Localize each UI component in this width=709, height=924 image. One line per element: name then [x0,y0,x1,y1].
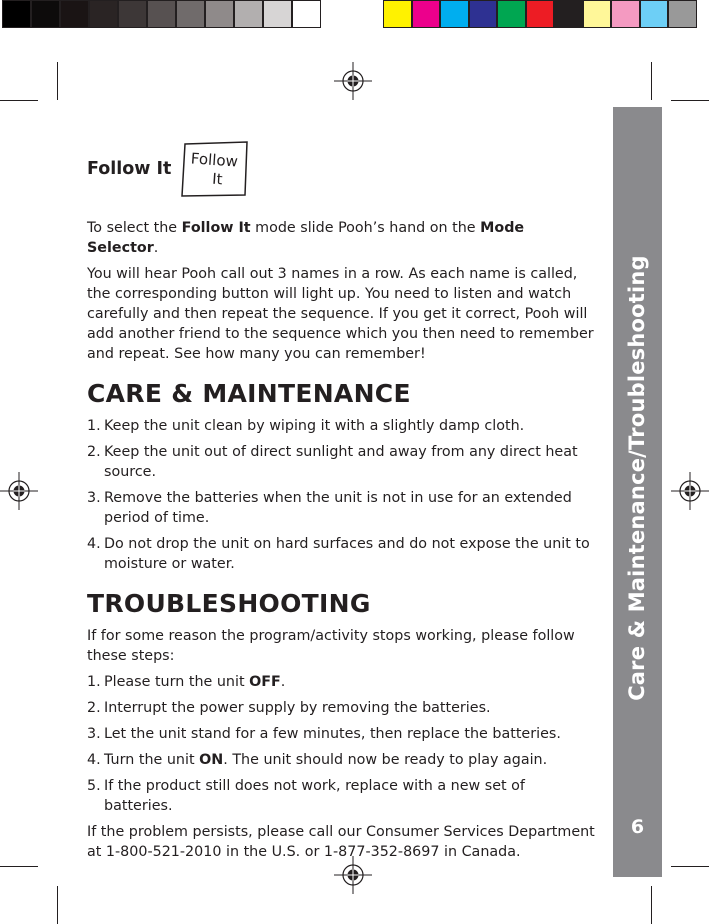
follow-it-header [87,140,597,198]
registration-mark-icon [0,472,38,510]
item-text: Keep the unit clean by wiping it with a slightly damp cloth. [104,418,525,434]
color-swatch [234,0,263,28]
color-swatch [668,0,697,28]
color-swatch [412,0,441,28]
page-number: 6 [630,816,645,838]
item-text: Let the unit stand for a few minutes, then replace the batteries. [104,726,561,742]
text-run: . The unit should now be ready to play again. [223,752,548,768]
page-content [87,140,597,868]
item-number: 3. [87,490,101,506]
troubleshooting-contact: If the problem persists, please call our Consumer Services Department at 1-800-521-2010 in the U.S. or 1-877-352-8697 in Canada. [87,824,595,860]
color-swatch [60,0,89,28]
color-swatch [497,0,526,28]
mode-name: Follow It [181,220,251,236]
crop-mark [57,886,58,924]
text-run: . [153,240,159,256]
text-run: mode slide Pooh’s hand on the [250,220,481,236]
troubleshooting-intro: If for some reason the program/activity stops working, please follow these steps: [87,628,575,664]
color-swatch [2,0,31,28]
list-item [87,724,597,744]
item-number: 3. [87,726,101,742]
crop-mark [57,62,58,100]
item-number: 5. [87,778,101,794]
item-text: Do not drop the unit on hard surfaces and do not expose the unit to moisture or water. [104,536,590,572]
gray-swatch-bar [2,0,321,30]
item-number: 4. [87,752,101,768]
item-text: Keep the unit out of direct sunlight and away from any direct heat source. [104,444,578,480]
list-item [87,750,597,770]
item-number: 1. [87,674,101,690]
off-label: OFF [249,674,281,690]
text-run: To select the [87,220,182,236]
color-swatch [89,0,118,28]
follow-it-badge-icon [179,140,250,198]
mode-selector-name: Mode Selector [87,220,525,256]
color-swatch [205,0,234,28]
item-number: 2. [87,444,101,460]
follow-it-heading: Follow It [87,159,172,179]
color-swatch [263,0,292,28]
registration-mark-icon [334,62,372,100]
color-swatch [640,0,669,28]
crop-mark [671,100,709,101]
registration-mark-icon [671,472,709,510]
color-swatch [583,0,612,28]
on-label: ON [199,752,224,768]
color-swatch [469,0,498,28]
item-number: 4. [87,536,101,552]
color-swatch [440,0,469,28]
item-text: Interrupt the power supply by removing the batteries. [104,700,491,716]
troubleshooting-heading: TROUBLESHOOTING [87,589,371,618]
item-text: If the product still does not work, replace with a new set of batteries. [104,778,525,814]
text-run: Turn the unit [104,752,200,768]
list-item [87,442,597,482]
badge-line-1: Follow [190,149,239,171]
list-item [87,698,597,718]
item-text [104,750,547,770]
list-item [87,488,597,528]
color-swatch [147,0,176,28]
color-swatch [611,0,640,28]
color-swatch [118,0,147,28]
color-swatch [383,0,412,28]
item-text: Remove the batteries when the unit is not in use for an extended period of time. [104,490,572,526]
troubleshooting-list [87,672,597,816]
sidebar-title: Care & Maintenance/Troubleshooting [625,255,649,701]
list-item [87,534,597,574]
care-list [87,416,597,574]
list-item [87,672,597,692]
badge-line-2: It [212,169,224,189]
color-swatch [176,0,205,28]
crop-mark [651,62,652,100]
color-swatch [526,0,555,28]
crop-mark [651,886,652,924]
follow-it-select-instruction [87,218,597,258]
list-item [87,416,597,436]
item-text [104,672,285,692]
text-run: . [280,674,286,690]
item-number: 1. [87,418,101,434]
color-swatch [31,0,60,28]
care-heading: CARE & MAINTENANCE [87,379,411,408]
crop-mark [0,866,38,867]
crop-mark [0,100,38,101]
color-swatch [292,0,321,28]
text-run: Please turn the unit [104,674,250,690]
item-number: 2. [87,700,101,716]
color-swatch [554,0,583,28]
list-item [87,776,597,816]
crop-mark [671,866,709,867]
follow-it-description: You will hear Pooh call out 3 names in a row. As each name is called, the corresponding button will light up. You need to listen and watch carefully and then repeat the sequence. If you get it correct, Pooh will add another friend to the sequence which you then need to remember and repeat. See how many you can remember! [87,266,594,362]
process-swatch-bar [383,0,697,30]
